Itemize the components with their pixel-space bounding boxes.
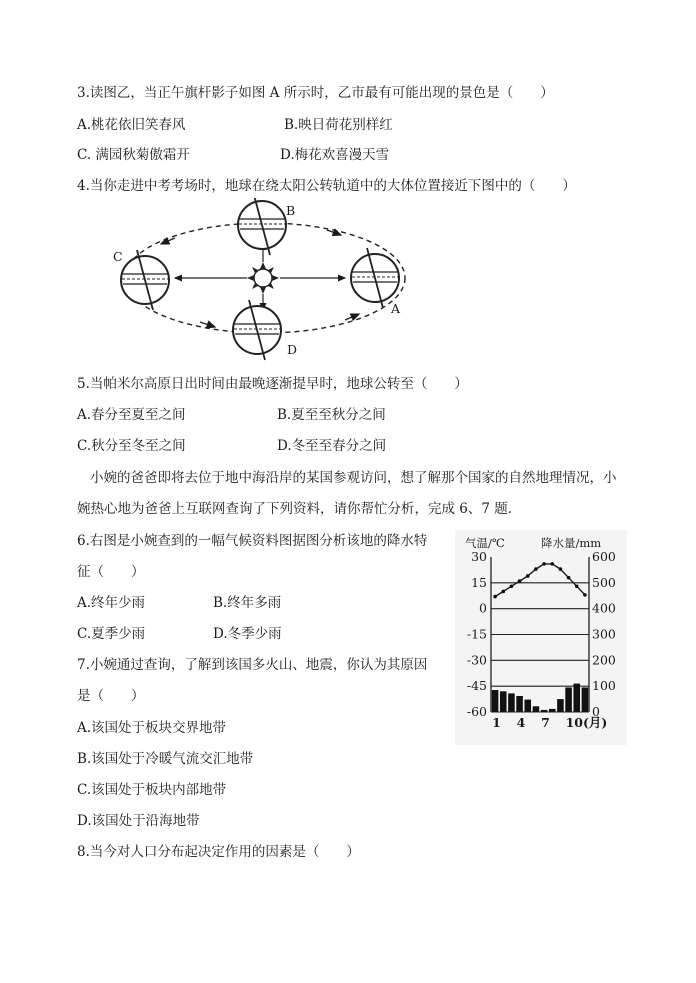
temperature-point	[518, 579, 522, 583]
month-tick-label: 4	[516, 715, 526, 730]
precipitation-tick-label: 600	[592, 549, 616, 564]
temperature-point	[559, 567, 563, 571]
temperature-point	[567, 576, 571, 580]
question-5-option-c: C.秋分至冬至之间	[77, 438, 186, 454]
earth-d-icon	[233, 300, 281, 360]
precipitation-bar	[492, 690, 499, 712]
temperature-point	[534, 567, 538, 571]
precipitation-bar	[500, 691, 507, 712]
question-6-option-c: C.夏季少雨	[77, 626, 146, 642]
precipitation-bar	[573, 684, 580, 712]
earth-label-c: C	[113, 249, 123, 264]
orbit-arrow-bottom-left	[200, 322, 215, 327]
precipitation-bar	[533, 706, 540, 712]
precipitation-bar	[524, 700, 531, 712]
question-6-option-d: D.冬季少雨	[213, 626, 282, 642]
question-6-option-b: B.终年多雨	[213, 595, 282, 611]
temperature-point	[550, 562, 554, 566]
question-6-option-a: A.终年少雨	[77, 595, 146, 611]
earth-label-a: A	[391, 301, 401, 316]
temperature-point	[575, 584, 579, 588]
precipitation-bar	[565, 687, 572, 712]
precipitation-tick-label: 200	[592, 652, 616, 668]
precipitation-bar	[557, 699, 564, 712]
precipitation-bar	[541, 710, 548, 712]
temperature-tick-label: 15	[471, 574, 487, 590]
intro-line-2: 婉热心地为爸爸上互联网查询了下列资料，请你帮忙分析，完成 6、7 题.	[77, 501, 513, 517]
question-3-option-a: A.桃花依旧笑春风	[77, 117, 186, 133]
temperature-point	[501, 590, 505, 594]
question-7-stem: 7.小婉通过查询，了解到该国多火山、地震，你认为其原因	[77, 657, 428, 673]
precipitation-bar	[508, 693, 515, 712]
precipitation-tick-label: 400	[592, 600, 616, 616]
month-tick-label: 10(月)	[565, 715, 608, 730]
temperature-tick-label: 30	[471, 549, 487, 564]
temperature-point	[542, 562, 546, 566]
intro-line-1: 小婉的爸爸即将去位于地中海沿岸的某国参观访问，想了解那个国家的自然地理情况，小	[90, 470, 617, 486]
temperature-tick-label: 0	[479, 600, 487, 616]
temperature-tick-label: -30	[466, 652, 487, 668]
question-5-stem: 5.当帕米尔高原日出时间由最晚逐渐提早时，地球公转至（ ）	[77, 376, 468, 392]
temperature-point	[583, 593, 587, 597]
precipitation-bar	[549, 709, 556, 712]
temperature-tick-label: -60	[466, 704, 487, 719]
precipitation-tick-label: 500	[592, 574, 616, 590]
question-3-option-b: B.映日荷花别样红	[284, 117, 393, 133]
sun-icon	[247, 262, 279, 294]
temperature-point	[526, 574, 530, 578]
earth-label-d: D	[287, 342, 298, 357]
earth-a-icon	[351, 248, 399, 308]
question-7-option-d: D.该国处于沿海地带	[77, 813, 200, 829]
temperature-point	[493, 595, 497, 599]
question-6-stem-cont: 征（ ）	[77, 564, 145, 580]
question-7-option-c: C.该国处于板块内部地带	[77, 782, 227, 798]
question-7-option-b: B.该国处于冷暖气流交汇地带	[77, 751, 254, 767]
question-3-stem: 3.读图乙，当正午旗杆影子如图 A 所示时，乙市最有可能出现的景色是（ ）	[77, 85, 554, 101]
earth-b-icon	[238, 198, 286, 255]
question-3-option-d: D.梅花欢喜漫天雪	[280, 147, 390, 163]
question-5-option-b: B.夏至至秋分之间	[277, 407, 386, 423]
question-6-stem: 6.右图是小婉查到的一幅气候资料图据图分析该地的降水特	[77, 533, 428, 549]
precipitation-tick-label: 100	[592, 678, 616, 694]
month-tick-label: 7	[541, 715, 550, 730]
earth-label-b: B	[286, 203, 296, 218]
precipitation-bar	[582, 687, 589, 712]
temperature-tick-label: -15	[466, 626, 487, 642]
precipitation-bar	[516, 696, 523, 712]
climate-chart	[455, 530, 627, 745]
question-4-stem: 4.当你走进中考考场时，地球在绕太阳公转轨道中的大体位置接近下图中的（ ）	[77, 178, 576, 194]
precipitation-tick-label: 0	[592, 704, 600, 719]
month-tick-label: 1	[492, 715, 501, 730]
question-8-stem: 8.当今对人口分布起决定作用的因素是（ ）	[77, 844, 360, 860]
temperature-tick-label: -45	[466, 678, 487, 694]
question-5-option-a: A.春分至夏至之间	[77, 407, 186, 423]
question-3-option-c: C. 满园秋菊傲霜开	[77, 147, 190, 163]
precipitation-axis-label: 降水量/mm	[541, 536, 602, 550]
question-7-stem-cont: 是（ ）	[77, 688, 145, 704]
precipitation-tick-label: 300	[592, 626, 616, 642]
question-5-option-d: D.冬至至春分之间	[277, 438, 387, 454]
earth-orbit-diagram	[105, 198, 425, 363]
earth-c-icon	[121, 250, 169, 310]
temperature-axis-label: 气温/℃	[465, 536, 505, 550]
temperature-point	[510, 584, 514, 588]
question-7-option-a: A.该国处于板块交界地带	[77, 720, 227, 736]
